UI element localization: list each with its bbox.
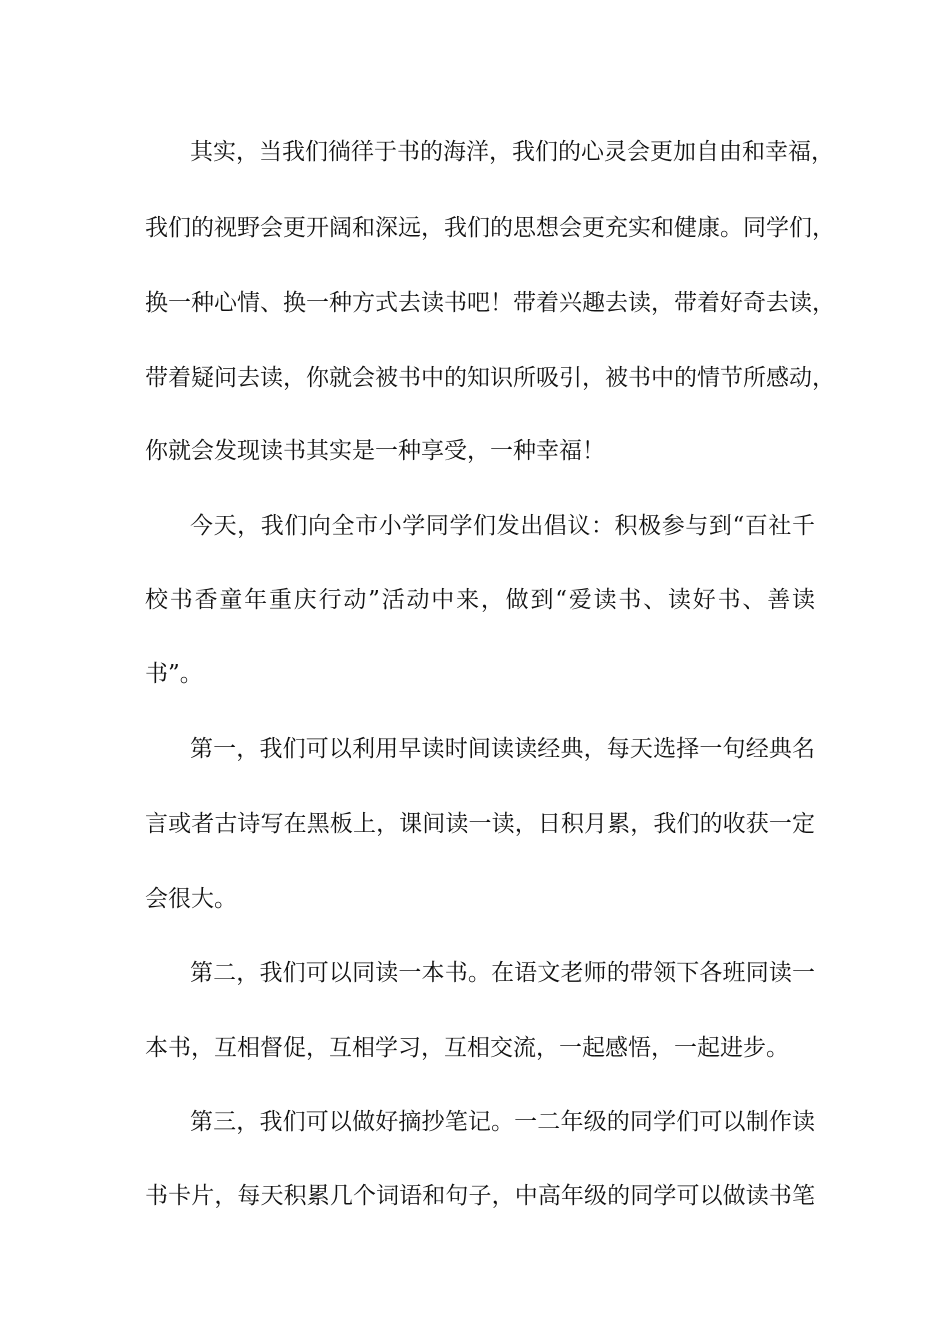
paragraph-1-line-2: 我们的视野会更开阔和深远，我们的思想会更充实和健康。同学们， [145, 215, 835, 241]
paragraph-2-line-2: 校书香童年重庆行动”活动中来，做到“爱读书、读好书、善读 [145, 587, 815, 613]
paragraph-4-line-1: 第二，我们可以同读一本书。在语文老师的带领下各班同读一 [190, 960, 815, 986]
paragraph-3-line-3: 会很大。 [145, 886, 237, 912]
paragraph-5-line-2: 书卡片，每天积累几个词语和句子，中高年级的同学可以做读书笔 [145, 1183, 815, 1209]
paragraph-2-line-3: 书”。 [145, 661, 203, 687]
paragraph-3-line-1: 第一，我们可以利用早读时间读读经典，每天选择一句经典名 [190, 736, 815, 762]
paragraph-4-line-2: 本书，互相督促，互相学习，互相交流，一起感悟，一起进步。 [145, 1035, 789, 1061]
paragraph-1-line-3: 换一种心情、换一种方式去读书吧！带着兴趣去读，带着好奇去读， [145, 290, 835, 316]
paragraph-5-line-1: 第三，我们可以做好摘抄笔记。一二年级的同学们可以制作读 [190, 1109, 815, 1135]
paragraph-1-line-5: 你就会发现读书其实是一种享受，一种幸福！ [145, 438, 605, 464]
paragraph-1-line-1: 其实，当我们徜徉于书的海洋，我们的心灵会更加自由和幸福， [190, 139, 834, 165]
paragraph-3-line-2: 言或者古诗写在黑板上，课间读一读，日积月累，我们的收获一定 [145, 811, 815, 837]
paragraph-2-line-1: 今天，我们向全市小学同学们发出倡议：积极参与到“百社千 [190, 513, 815, 539]
paragraph-1-line-4: 带着疑问去读，你就会被书中的知识所吸引，被书中的情节所感动， [145, 365, 835, 391]
